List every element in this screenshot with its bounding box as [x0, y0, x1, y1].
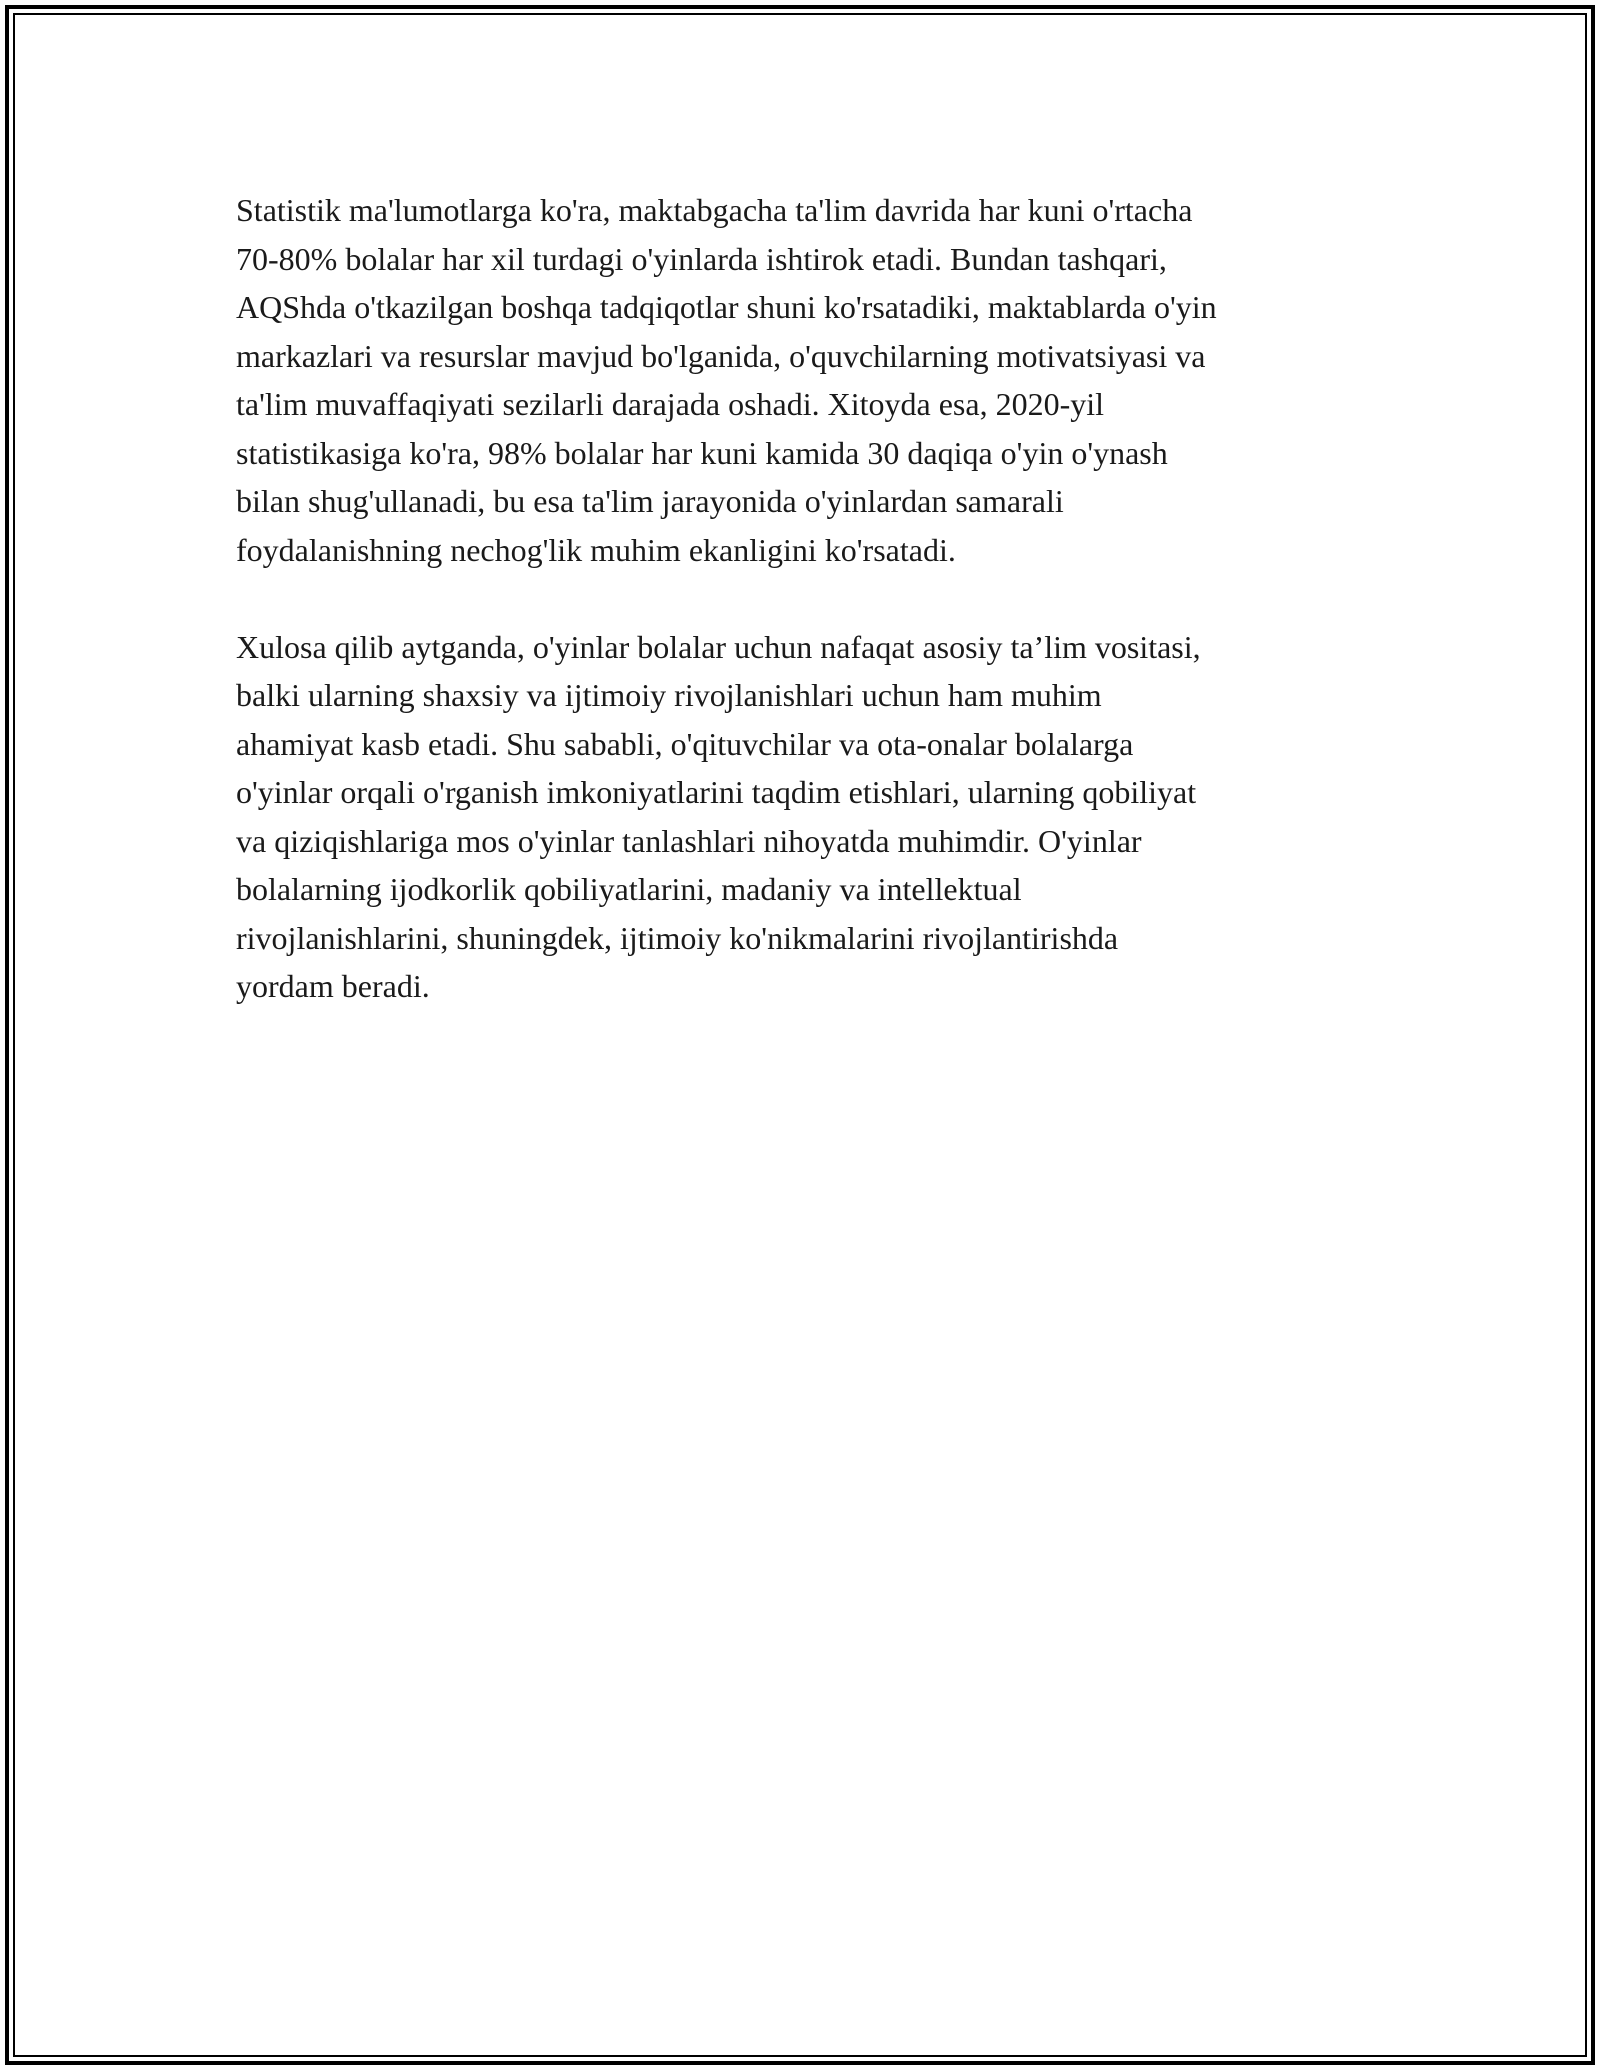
text-line: va qiziqishlariga mos o'yinlar tanlashlari nihoyatda muhimdir. O'yinlar [236, 822, 1142, 859]
text-line: o'yinlar orqali o'rganish imkoniyatlarini taqdim etishlari, ularning qobiliyat [236, 774, 1197, 810]
text-line: Xulosa qilib aytganda, o'yinlar bolalar uchun nafaqat asosiy ta’lim vositasi, [236, 628, 1201, 665]
text-line: bolalarning ijodkorlik qobiliyatlarini, madaniy va intellektual [236, 871, 1022, 907]
text-line: markazlari va resurslar mavjud bo'lganida, o'quvchilarning motivatsiyasi va [236, 337, 1206, 374]
text-line: rivojlanishlarini, shuningdek, ijtimoiy ko'nikmalarini rivojlantirishda [236, 919, 1119, 956]
paragraph-statistics [236, 186, 1366, 574]
text-line: statistikasiga ko'ra, 98% bolalar har kuni kamida 30 daqiqa o'yin o'ynash [236, 434, 1168, 471]
text-line: ahamiyat kasb etadi. Shu sababli, o'qituvchilar va ota-onalar bolalarga [236, 725, 1134, 762]
document-body [236, 186, 1366, 1059]
paragraph-conclusion [236, 623, 1366, 1011]
text-line: balki ularning shaxsiy va ijtimoiy rivojlanishlari uchun ham muhim [236, 677, 1102, 713]
text-line: foydalanishning nechog'lik muhim ekanligini ko'rsatadi. [236, 531, 956, 568]
text-line: bilan shug'ullanadi, bu esa ta'lim jarayonida o'yinlardan samarali [236, 483, 1064, 519]
text-line: yordam beradi. [236, 968, 430, 1004]
text-line: ta'lim muvaffaqiyati sezilarli darajada oshadi. Xitoyda esa, 2020-yil [236, 386, 1105, 422]
text-line: AQShda o'tkazilgan boshqa tadqiqotlar shuni ko'rsatadiki, maktablarda o'yin [236, 289, 1217, 325]
text-line: Statistik ma'lumotlarga ko'ra, maktabgacha ta'lim davrida har kuni o'rtacha [236, 192, 1193, 228]
text-line: 70-80% bolalar har xil turdagi o'yinlarda ishtirok etadi. Bundan tashqari, [236, 240, 1167, 277]
